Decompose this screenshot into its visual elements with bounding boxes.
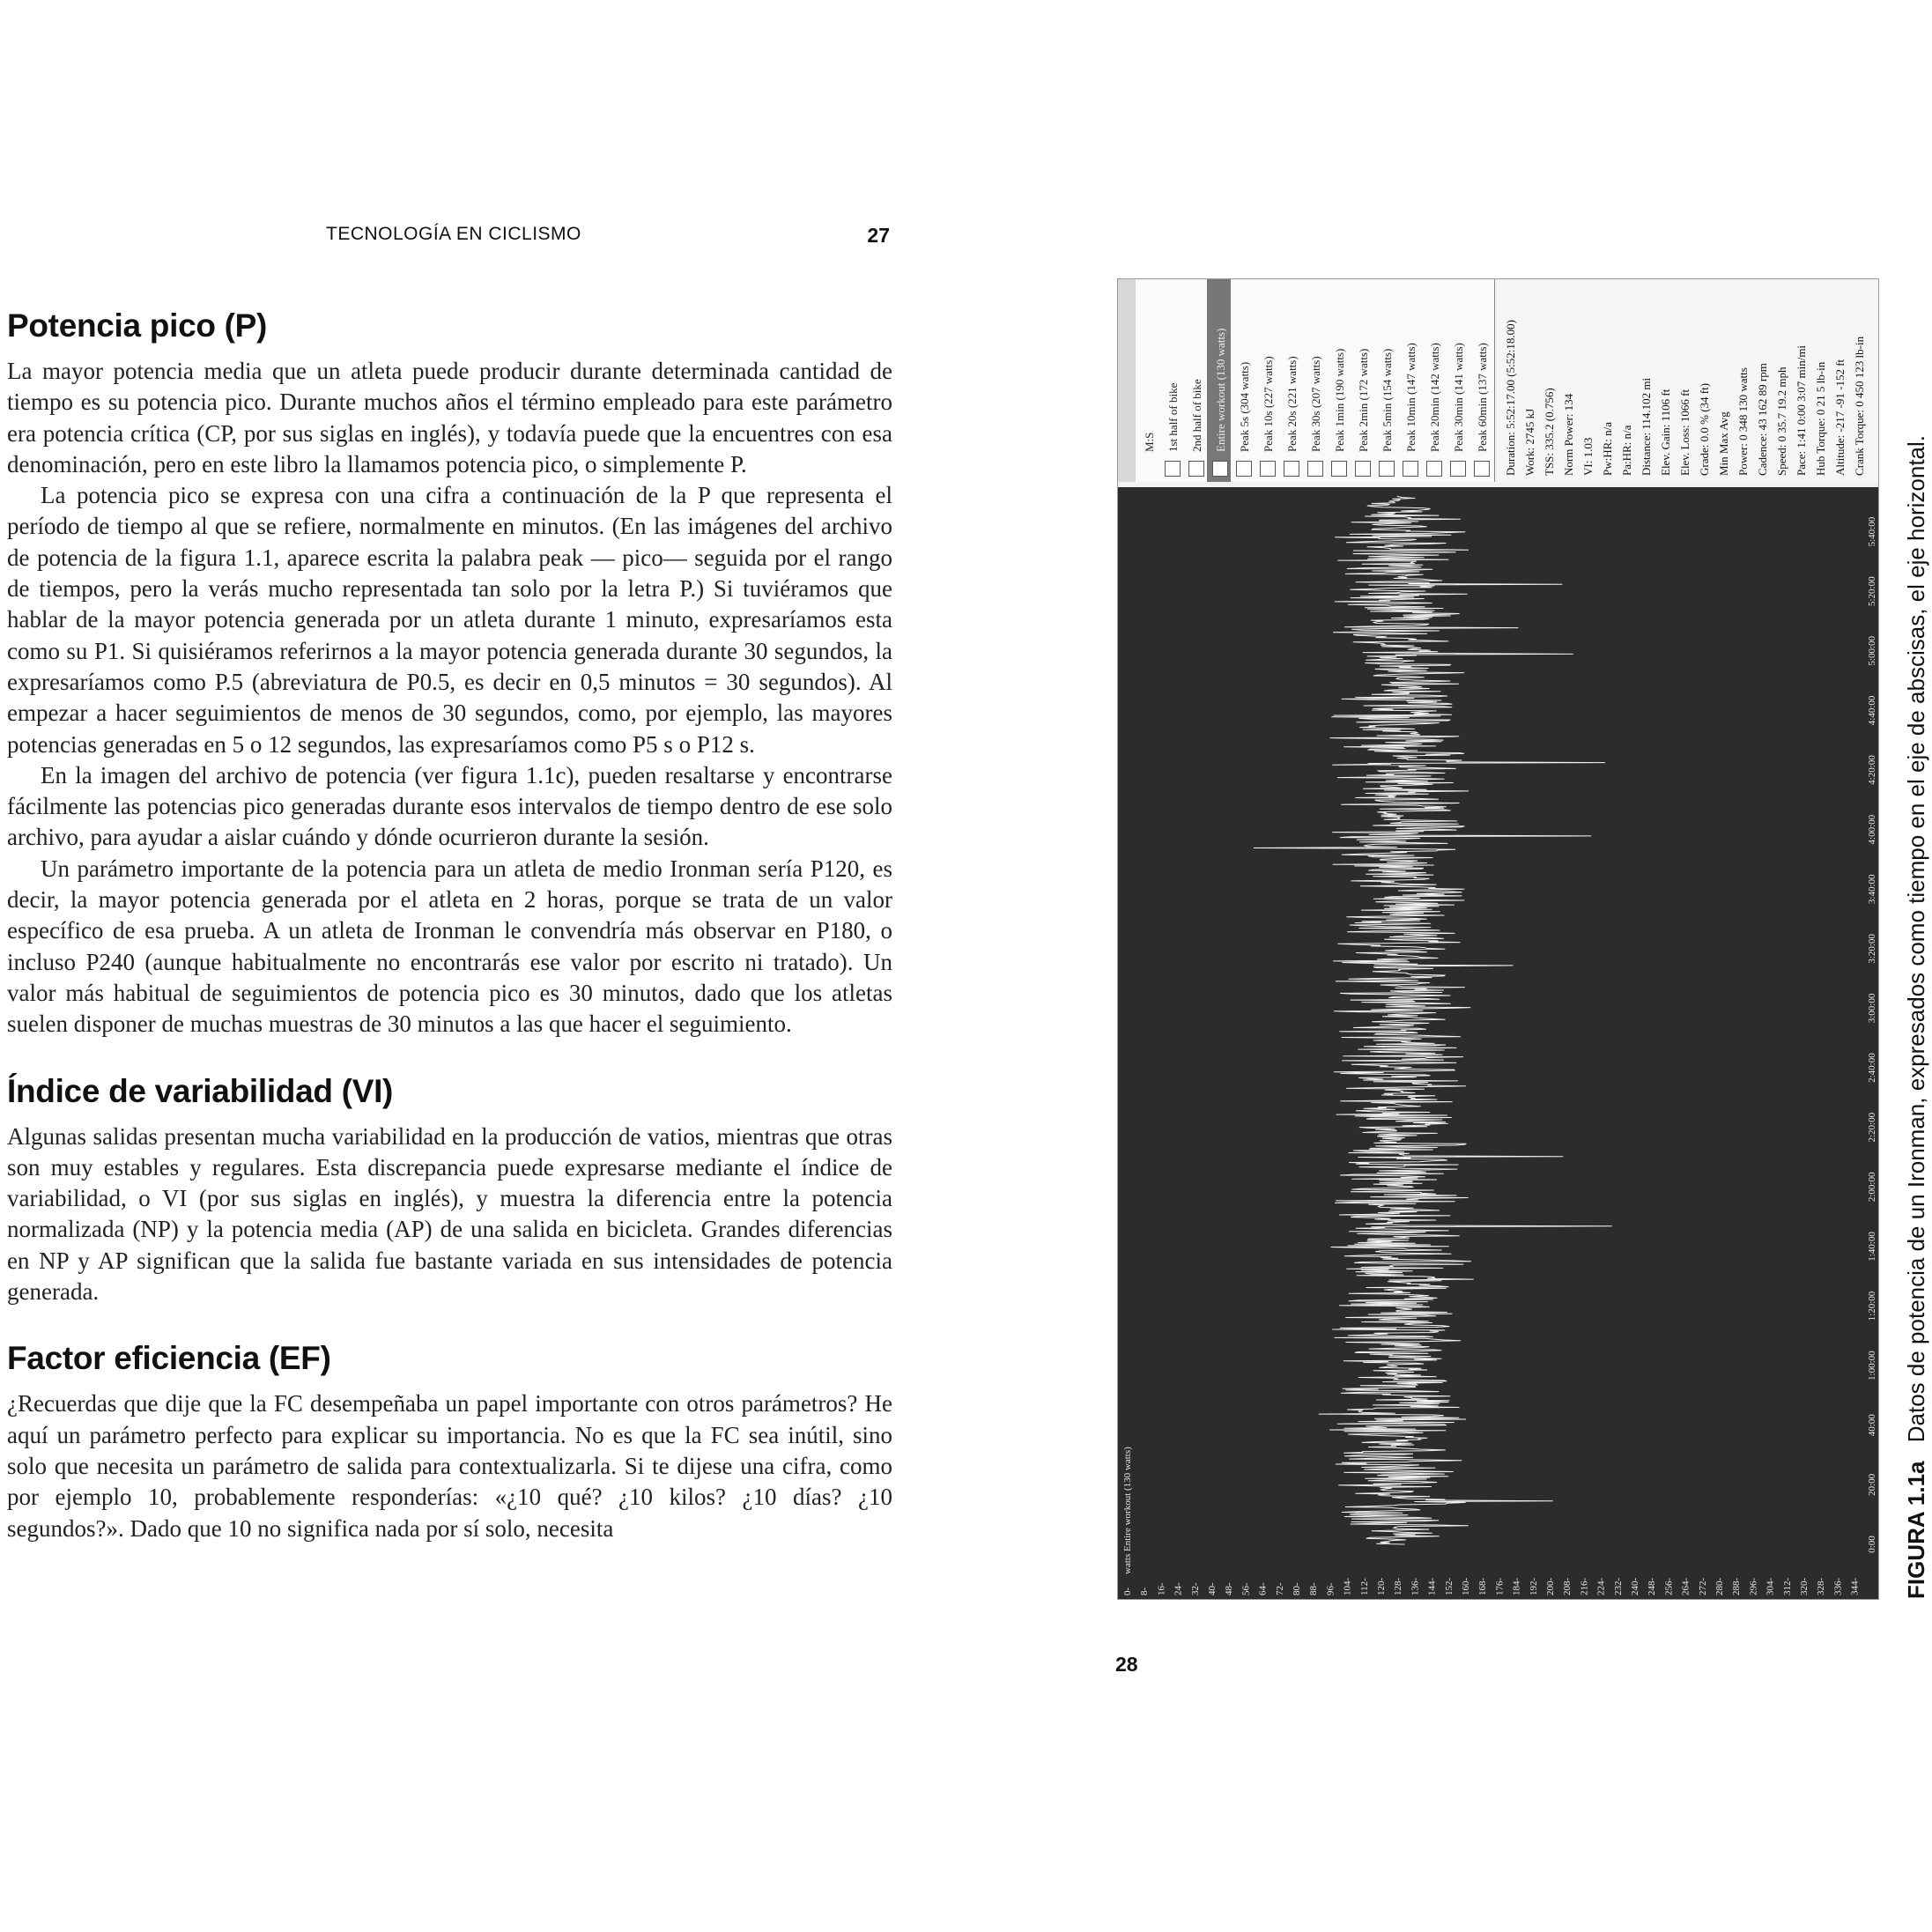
range-row[interactable] [1326, 279, 1352, 482]
y-tick-label: 232- [1612, 1577, 1624, 1595]
paragraph: La mayor potencia media que un atleta puede producir durante determinada cantidad de tiempo es su potencia pico. Durante muchos años el término empleado para este parámetro era potencia crítica (CP, por sus siglas en inglés), y todavía puede que la encuentres con esa denominación, pero en este libro la llamamos potencia pico, o simplemente P. [7, 358, 892, 477]
x-tick-label: 5:20:00 [1867, 576, 1877, 606]
paragraph: La potencia pico se expresa con una cifra a continuación de la P que representa el período de tiempo al que se refiere, normalmente en minutos. (En las imágenes del archivo de potencia de la figura 1.1, aparece escrita la palabra peak — pico— seguida por el rango de tiempos, pero la verás mucho representada tan solo por la letra P.) Si tuviéramos que hablar de la mayor potencia generada por un atleta durante 1 minuto, expresaríamos esta como su P1. Si quisiéramos referirnos a la mayor potencia generada durante 30 segundos, la expresaríamos como P.5 (abreviatura de P0.5, es decir en 0,5 minutos = 30 segundos). Al empezar a hacer seguimientos de menos de 30 segundos, como, por ejemplo, las mayores potencias generadas en 5 o 12 segundos, las expresaríamos como P5 s o P12 s. [7, 482, 892, 758]
section-title-factor-eficiencia: Factor eficiencia (EF) [7, 1340, 331, 1377]
y-tick-label: 328- [1816, 1577, 1827, 1595]
y-tick-label: 216- [1579, 1577, 1590, 1595]
figure-caption-label: FIGURA 1.1a [1903, 1461, 1929, 1599]
x-tick-label: 1:40:00 [1867, 1232, 1877, 1262]
figure-caption [1903, 434, 1932, 1599]
range-row[interactable] [1207, 279, 1233, 482]
figure-caption-text: Datos de potencia de un Ironman, expresados como tiempo en el eje de abscisas, el eje horizontal. [1903, 434, 1929, 1443]
range-row[interactable] [1469, 279, 1495, 482]
stat-pace: Pace: 1:41 0:00 3:07 min/mi [1795, 344, 1808, 476]
paragraph: ¿Recuerdas que dije que la FC desempeñaba un papel importante con otros parámetros? He aquí un parámetro perfecto para explicar su importancia. No es que la FC sea inútil, sino solo que necesita un parámetro de salida para contextualizarla. Si te dijese una cifra, como por ejemplo 10, probablemente responderías: «¿10 qué? ¿10 kilos? ¿10 días? ¿10 segundos?». Dado que 10 no significa nada por sí solo, necesita [7, 1390, 892, 1542]
body-text [7, 307, 892, 1544]
y-tick-label: 304- [1765, 1577, 1776, 1595]
range-row-label: Peak 2min (172 watts) [1357, 348, 1370, 452]
range-row-label: Peak 20min (142 watts) [1428, 343, 1441, 452]
range-checkbox[interactable] [1450, 461, 1466, 477]
range-row-label: Peak 10min (147 watts) [1404, 343, 1418, 452]
stat-grade: Grade: 0.0 % (34 ft) [1698, 382, 1711, 476]
stat-hub: Hub Torque: 0 21 5 lb-in [1814, 361, 1827, 476]
range-checkbox[interactable] [1474, 461, 1490, 477]
y-tick-label: 192- [1528, 1577, 1539, 1595]
range-row[interactable] [1397, 279, 1424, 482]
x-tick-label: 5:00:00 [1867, 635, 1877, 666]
y-tick-label: 48- [1224, 1582, 1235, 1595]
range-row[interactable] [1278, 279, 1305, 482]
y-tick-label: 312- [1781, 1577, 1793, 1595]
y-tick-label: 104- [1342, 1577, 1353, 1595]
y-tick-label: 8- [1139, 1587, 1151, 1595]
y-tick-label: 280- [1714, 1577, 1725, 1595]
stat-table_head: Min Max Avg [1717, 411, 1730, 476]
y-tick-label: 144- [1426, 1577, 1438, 1595]
power-file-screenshot [1117, 278, 1879, 1600]
power-series-line [1254, 496, 1612, 1544]
range-checkbox[interactable] [1260, 461, 1276, 477]
range-row[interactable] [1350, 279, 1376, 482]
running-header-title: TECNOLOGÍA EN CICLISMO [326, 224, 581, 244]
y-tick-label: 168- [1477, 1577, 1489, 1595]
x-tick-label: 2:20:00 [1867, 1112, 1877, 1143]
range-row-label: 2nd half of bike [1190, 379, 1203, 452]
stat-pwhr: Pw:HR: n/a [1601, 421, 1614, 476]
y-tick-label: 272- [1697, 1577, 1708, 1595]
stats-panel [1497, 279, 1879, 482]
stat-duration: Duration: 5:52:17.00 (5:52:18.00) [1504, 320, 1517, 476]
x-tick-label: 3:00:00 [1867, 993, 1877, 1024]
y-tick-label: 40- [1207, 1582, 1218, 1595]
range-checkbox[interactable] [1426, 461, 1442, 477]
y-tick-label: 64- [1257, 1582, 1269, 1595]
stat-crank: Crank Torque: 0 450 123 lb-in [1853, 336, 1866, 476]
x-tick-label: 2:40:00 [1867, 1053, 1877, 1083]
y-tick-label: 176- [1494, 1577, 1506, 1595]
range-row[interactable] [1255, 279, 1281, 482]
series-label: watts Entire workout (130 watts) [1122, 1447, 1133, 1574]
stat-np: Norm Power: 134 [1562, 393, 1575, 476]
range-row[interactable] [1445, 279, 1471, 482]
y-tick-label: 112- [1358, 1578, 1370, 1595]
range-list [1136, 279, 1497, 482]
stat-speed: Speed: 0 35.7 19.2 mph [1775, 366, 1788, 476]
range-row[interactable] [1421, 279, 1447, 482]
range-row-label: Peak 30min (141 watts) [1452, 343, 1465, 452]
x-tick-label: 4:20:00 [1867, 755, 1877, 785]
range-row-label: M:S [1143, 432, 1156, 452]
range-row[interactable] [1373, 279, 1400, 482]
range-row-label: Peak 1min (190 watts) [1333, 348, 1346, 452]
y-tick-label: 160- [1461, 1577, 1471, 1595]
range-row-label: Peak 5min (154 watts) [1381, 348, 1394, 452]
x-tick-label: 4:00:00 [1867, 814, 1877, 845]
y-tick-label: 80- [1292, 1582, 1302, 1595]
range-row[interactable] [1302, 279, 1329, 482]
y-tick-label: 200- [1545, 1577, 1556, 1595]
range-row-label: Peak 60min (137 watts) [1476, 343, 1489, 452]
range-row[interactable] [1183, 279, 1210, 482]
paragraph: Algunas salidas presentan mucha variabilidad en la producción de vatios, mientras que otras son muy estables y regulares. Esta discrepancia puede expresarse mediante el índice de variabilidad, o VI (por sus siglas en inglés), y muestra la diferencia entre la potencia normalizada (NP) y la potencia media (AP) de una salida en bicicleta. Grandes diferencias en NP y AP significan que la salida fue bastante variada en sus intensidades de potencia generada. [7, 1122, 892, 1306]
x-tick-label: 3:40:00 [1867, 874, 1877, 905]
y-tick-label: 152- [1443, 1577, 1455, 1595]
stat-vi: VI: 1.03 [1581, 437, 1595, 476]
x-tick-label: 40:00 [1867, 1414, 1877, 1437]
y-tick-label: 240- [1630, 1577, 1640, 1595]
range-checkbox[interactable] [1165, 461, 1181, 477]
range-row[interactable] [1159, 279, 1186, 482]
range-row-label: Peak 30s (207 watts) [1309, 356, 1322, 452]
range-checkbox[interactable] [1379, 461, 1395, 477]
range-checkbox[interactable] [1331, 461, 1347, 477]
stat-work: Work: 2745 kJ [1523, 408, 1536, 476]
y-tick-label: 288- [1731, 1577, 1743, 1595]
y-tick-label: 320- [1799, 1577, 1810, 1595]
range-checkbox[interactable] [1403, 461, 1418, 477]
y-tick-label: 208- [1562, 1577, 1573, 1595]
y-tick-label: 24- [1173, 1582, 1184, 1595]
y-tick-label: 0- [1122, 1587, 1133, 1595]
page-number-right: 28 [1115, 1653, 1138, 1676]
x-tick-label: 1:20:00 [1867, 1291, 1877, 1321]
stat-loss: Elev. Loss: 1066 ft [1678, 389, 1691, 476]
stat-gain: Elev. Gain: 1106 ft [1659, 389, 1672, 476]
section-title-potencia-pico: Potencia pico (P) [7, 307, 268, 344]
stat-pahr: Pa:HR: n/a [1620, 425, 1633, 476]
x-tick-label: 2:00:00 [1867, 1172, 1877, 1203]
y-tick-label: 256- [1663, 1577, 1675, 1595]
x-tick-label: 20:00 [1867, 1473, 1877, 1496]
page-number-left: 27 [867, 224, 890, 247]
y-tick-label: 136- [1410, 1577, 1421, 1595]
range-row-label: Peak 5s (304 watts) [1238, 361, 1251, 452]
range-checkbox[interactable] [1284, 461, 1299, 477]
y-tick-label: 344- [1849, 1577, 1861, 1595]
y-tick-label: 32- [1189, 1582, 1201, 1595]
y-tick-label: 72- [1274, 1582, 1285, 1595]
y-tick-label: 56- [1240, 1582, 1252, 1595]
stat-cadence: Cadence: 43 162 89 rpm [1756, 363, 1769, 476]
range-checkbox[interactable] [1355, 461, 1371, 477]
range-row-label: Peak 10s (227 watts) [1262, 356, 1275, 452]
power-plot-svg [1118, 487, 1879, 1600]
y-tick-label: 128- [1393, 1577, 1404, 1595]
stat-tss: TSS: 335.2 (0.756) [1543, 388, 1556, 476]
y-tick-label: 120- [1376, 1577, 1387, 1595]
range-row-label: Entire workout (130 watts) [1214, 328, 1227, 452]
y-tick-label: 264- [1680, 1577, 1691, 1595]
paragraph: En la imagen del archivo de potencia (ver figura 1.1c), pueden resaltarse y encontrarse fácilmente las potencias pico generadas durante esos intervalos de tiempo dentro de ese solo archivo, para ayudar a aislar cuándo y dónde ocurrieron durante la sesión. [7, 761, 892, 851]
range-row-label: Peak 20s (221 watts) [1285, 356, 1299, 452]
stat-power: Power: 0 348 130 watts [1736, 367, 1750, 476]
range-row[interactable] [1231, 279, 1257, 482]
y-tick-label: 16- [1156, 1582, 1167, 1595]
paragraph: Un parámetro importante de la potencia para un atleta de medio Ironman sería P120, es decir, la mayor potencia generada por el atleta en 2 horas, porque se trata de un valor específico de esa prueba. A un atleta de Ironman le convendría más observar en P180, o incluso P240 (aunque habitualmente no encontrarás ese valor por escrito ni tratado). Un valor más habitual de seguimientos de potencia pico es 30 minutos, dado que los atletas suelen disponer de muchas muestras de 30 minutos a las que hacer el seguimiento. [7, 855, 892, 1038]
stat-distance: Distance: 114.102 mi [1640, 377, 1653, 476]
power-plot [1118, 487, 1879, 1600]
y-tick-label: 248- [1647, 1577, 1658, 1595]
range-checkbox[interactable] [1236, 461, 1252, 477]
y-tick-label: 184- [1511, 1577, 1522, 1595]
range-checkbox[interactable] [1188, 461, 1204, 477]
range-checkbox[interactable] [1307, 461, 1323, 477]
x-tick-label: 5:40:00 [1867, 516, 1877, 547]
y-tick-label: 224- [1595, 1577, 1607, 1595]
range-row-label: 1st half of bike [1166, 382, 1180, 452]
y-tick-label: 336- [1832, 1577, 1844, 1595]
x-tick-label: 0:00 [1867, 1536, 1877, 1553]
y-tick-label: 296- [1748, 1577, 1759, 1595]
stat-altitude: Altitude: -217 -91 -152 ft [1833, 359, 1847, 476]
range-checkbox[interactable] [1212, 461, 1228, 477]
range-row[interactable] [1136, 279, 1162, 482]
y-tick-label: 88- [1308, 1582, 1320, 1595]
x-tick-label: 1:00:00 [1867, 1351, 1877, 1381]
x-tick-label: 3:20:00 [1867, 934, 1877, 964]
section-title-indice-variabilidad: Índice de variabilidad (VI) [7, 1072, 394, 1109]
figure-toolbar [1118, 279, 1136, 482]
y-tick-label: 96- [1325, 1582, 1336, 1595]
x-tick-label: 4:40:00 [1867, 695, 1877, 726]
running-header [326, 224, 890, 254]
